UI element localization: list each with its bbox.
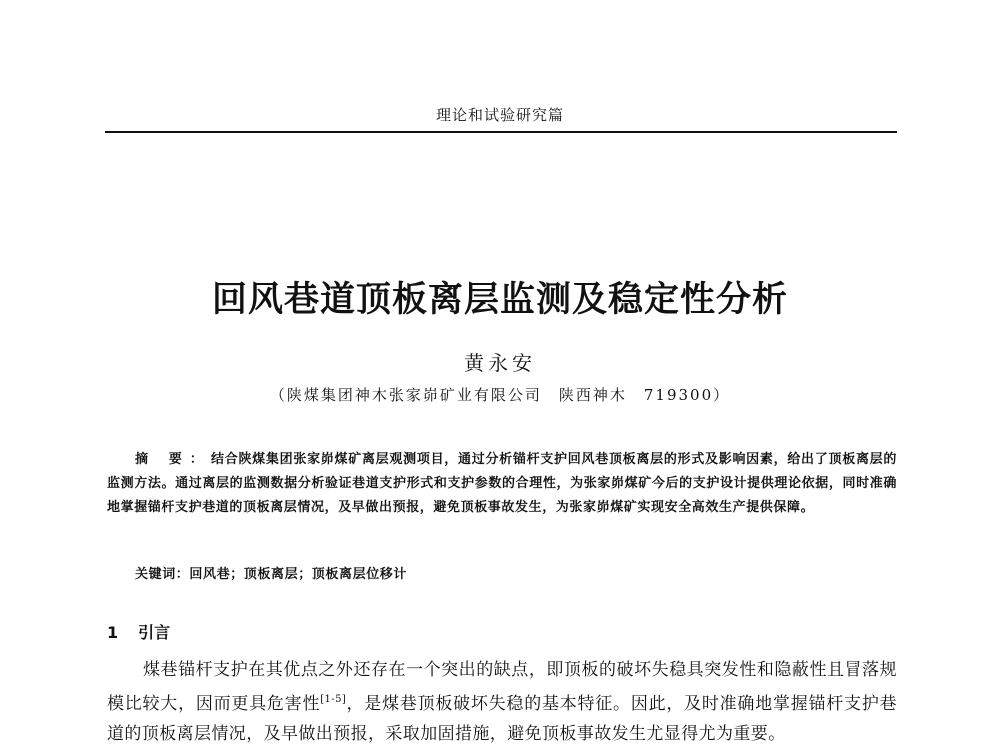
keywords-text: 回风巷；顶板离层；顶板离层位移计 [189, 567, 408, 582]
section-number: 1 [107, 623, 119, 642]
citation-ref: [1-5] [320, 694, 347, 705]
article-title: 回风巷道顶板离层监测及稳定性分析 [211, 280, 788, 320]
header-rule [105, 131, 897, 133]
section-heading [107, 620, 170, 643]
paragraph-text-part2: ，是煤巷顶板破坏失稳的基本特征。因此，及时准确地掌握锚杆支护巷道的顶板离层情况，及早做出预报，采取加固措施，避免顶板事故发生尤显得尤为重要。 [107, 694, 897, 744]
author-affiliation: （陕煤集团神木张家峁矿业有限公司 陕西神木 719300） [269, 386, 731, 404]
abstract [107, 448, 897, 520]
paragraph-text-part1: 煤巷锚杆支护在其优点之外还存在一个突出的缺点，即顶板的破坏失稳具突发性和隐蔽性且冒落规模比较大，因而更具危害性 [107, 660, 897, 714]
section-title: 引言 [138, 623, 171, 642]
running-header: 理论和试验研究篇 [435, 106, 564, 124]
body-paragraph [107, 655, 897, 749]
keywords [135, 563, 895, 582]
author-name: 黄永安 [464, 351, 536, 375]
keywords-label: 关键词： [135, 567, 190, 582]
abstract-label: 摘 要： [135, 452, 212, 467]
abstract-text: 结合陕煤集团张家峁煤矿离层观测项目，通过分析锚杆支护回风巷顶板离层的形式及影响因素，给出了顶板离层的监测方法。通过离层的监测数据分析验证巷道支护形式和支护参数的合理性，为张家峁煤矿今后的支护设计提供理论依据，同时准确地掌握锚杆支护巷道的顶板离层情况，及早做出预报，避免顶板事故发生，为张家峁煤矿实现安全高效生产提供保障。 [107, 452, 897, 515]
